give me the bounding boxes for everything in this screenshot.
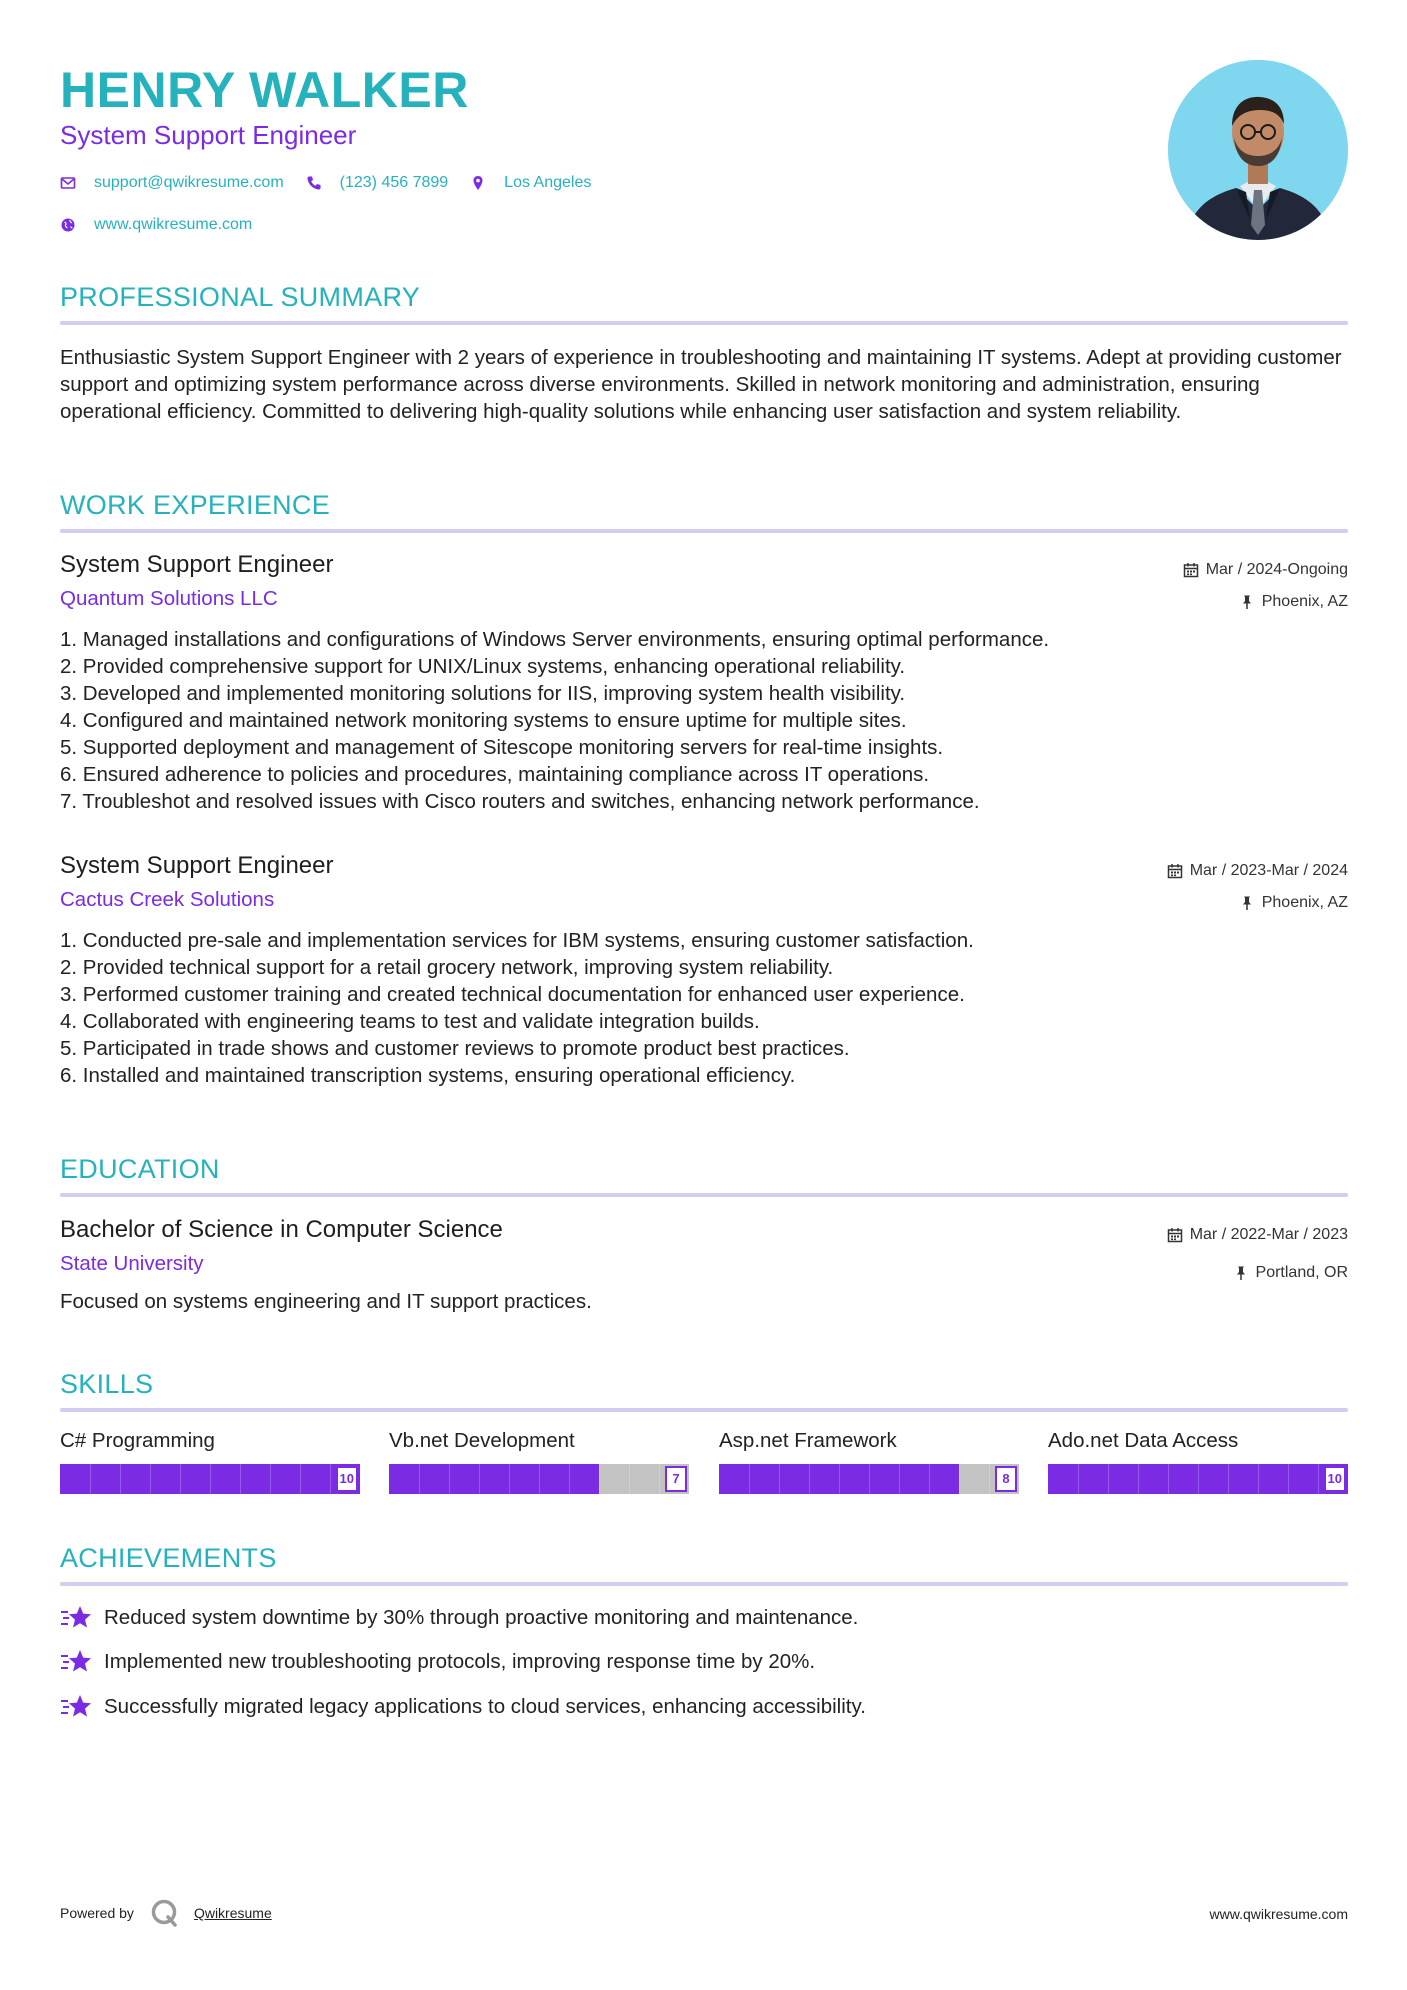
experience-heading: WORK EXPERIENCE <box>60 490 331 520</box>
section-divider <box>60 321 1348 325</box>
calendar-icon <box>1183 562 1199 578</box>
skill-bar-segment-divider <box>270 1464 271 1494</box>
contact-row-2 <box>60 216 274 234</box>
skill-level-fill <box>389 1464 599 1494</box>
star-icon <box>60 1648 92 1676</box>
qwikresume-logo-icon <box>150 1898 180 1928</box>
skill-level-bar <box>60 1464 360 1494</box>
skill-bar-segment-divider <box>599 1464 600 1494</box>
footer-website-link[interactable]: www.qwikresume.com <box>1209 1906 1348 1922</box>
skill-bar-segment-divider <box>419 1464 420 1494</box>
powered-by-label: Powered by <box>60 1905 134 1921</box>
email-link[interactable]: support@qwikresume.com <box>94 174 284 191</box>
skill-bar-segment-divider <box>929 1464 930 1494</box>
pushpin-icon <box>1239 594 1255 610</box>
skill-name: Asp.net Framework <box>719 1429 897 1452</box>
skill-name: Vb.net Development <box>389 1429 575 1452</box>
education-location-text: Portland, OR <box>1255 1264 1348 1281</box>
education-location <box>1233 1263 1348 1283</box>
skill-bar-segment-divider <box>959 1464 960 1494</box>
summary-heading: PROFESSIONAL SUMMARY <box>60 282 421 312</box>
website-link[interactable]: www.qwikresume.com <box>94 216 253 233</box>
job-bullet-list <box>60 626 1049 815</box>
achievement-item <box>60 1604 858 1632</box>
star-icon <box>60 1604 92 1632</box>
achievements-heading: ACHIEVEMENTS <box>60 1543 277 1573</box>
skill-bar-segment-divider <box>120 1464 121 1494</box>
company-name: Quantum Solutions LLC <box>60 587 278 610</box>
skills-heading: SKILLS <box>60 1369 154 1399</box>
skill-bar-segment-divider <box>90 1464 91 1494</box>
calendar-icon <box>1167 863 1183 879</box>
profile-photo <box>1168 60 1348 240</box>
job-bullet: 6. Ensured adherence to policies and procedures, maintaining compliance across IT operations. <box>60 763 930 786</box>
job-entry <box>60 851 1348 1096</box>
skill-bar-segment-divider <box>479 1464 480 1494</box>
calendar-icon <box>1167 1227 1183 1243</box>
skill-bar-segment-divider <box>330 1464 331 1494</box>
job-entry <box>60 550 1348 820</box>
job-dates <box>1167 861 1348 881</box>
education-dates <box>1167 1225 1348 1245</box>
location-pin-icon <box>470 175 486 191</box>
qwikresume-link[interactable]: Qwikresume <box>193 1905 272 1921</box>
footer-powered-by <box>60 1898 272 1928</box>
skill-bar-segment-divider <box>629 1464 630 1494</box>
skill-bar-segment-divider <box>210 1464 211 1494</box>
pushpin-icon <box>1239 895 1255 911</box>
section-divider <box>60 1582 1348 1586</box>
skill-bar-segment-divider <box>1168 1464 1169 1494</box>
skill-bar-segment-divider <box>899 1464 900 1494</box>
job-dates <box>1183 560 1348 580</box>
job-title: System Support Engineer <box>60 852 334 879</box>
job-bullet: 5. Supported deployment and management of Sitescope monitoring servers for real-time insights. <box>60 736 944 759</box>
achievement-item <box>60 1693 866 1721</box>
skill-bar-segment-divider <box>300 1464 301 1494</box>
job-location <box>1239 893 1348 913</box>
skill-bar-segment-divider <box>150 1464 151 1494</box>
globe-icon <box>60 217 76 233</box>
job-title: System Support Engineer <box>60 551 334 578</box>
skill-bar-segment-divider <box>839 1464 840 1494</box>
skill-name: C# Programming <box>60 1429 215 1452</box>
skill-level-badge: 10 <box>1324 1466 1346 1492</box>
education-entry <box>60 1215 1348 1325</box>
achievement-text: Reduced system downtime by 30% through proactive monitoring and maintenance. <box>104 1606 859 1629</box>
skill-bar-segment-divider <box>779 1464 780 1494</box>
achievement-text: Implemented new troubleshooting protocols, improving response time by 20%. <box>104 1650 816 1673</box>
job-bullet: 2. Provided comprehensive support for UNIX/Linux systems, enhancing operational reliability. <box>60 655 906 678</box>
location-text: Los Angeles <box>504 174 592 191</box>
candidate-title: System Support Engineer <box>60 120 357 150</box>
candidate-name: HENRY WALKER <box>60 62 469 118</box>
mail-icon <box>60 175 76 191</box>
education-dates-text: Mar / 2022-Mar / 2023 <box>1189 1226 1348 1243</box>
job-location-text: Phoenix, AZ <box>1261 593 1348 610</box>
skill-level-badge: 8 <box>995 1466 1017 1492</box>
section-divider <box>60 1408 1348 1412</box>
skill-level-bar <box>1048 1464 1348 1494</box>
skill-bar-segment-divider <box>539 1464 540 1494</box>
skill-bar-segment-divider <box>180 1464 181 1494</box>
job-location-text: Phoenix, AZ <box>1261 894 1348 911</box>
skill-level-badge: 10 <box>336 1466 358 1492</box>
achievement-item <box>60 1648 815 1676</box>
job-bullet: 4. Collaborated with engineering teams to test and validate integration builds. <box>60 1010 760 1033</box>
skill-level-bar <box>389 1464 689 1494</box>
skill-bar-segment-divider <box>509 1464 510 1494</box>
job-bullet: 5. Participated in trade shows and customer reviews to promote product best practices. <box>60 1037 850 1060</box>
section-divider <box>60 1193 1348 1197</box>
skill-bar-segment-divider <box>240 1464 241 1494</box>
star-icon <box>60 1693 92 1721</box>
job-dates-text: Mar / 2024-Ongoing <box>1205 561 1348 578</box>
degree-title: Bachelor of Science in Computer Science <box>60 1216 503 1243</box>
job-bullet: 3. Performed customer training and created technical documentation for enhanced user experience. <box>60 983 965 1006</box>
skill-level-bar <box>719 1464 1019 1494</box>
skill-bar-segment-divider <box>449 1464 450 1494</box>
education-description: Focused on systems engineering and IT support practices. <box>60 1290 592 1313</box>
job-bullet: 1. Conducted pre-sale and implementation services for IBM systems, ensuring customer satisfaction. <box>60 929 974 952</box>
skill-bar-segment-divider <box>1198 1464 1199 1494</box>
skill-bar-segment-divider <box>1138 1464 1139 1494</box>
job-dates-text: Mar / 2023-Mar / 2024 <box>1189 862 1348 879</box>
job-bullet: 7. Troubleshot and resolved issues with Cisco routers and switches, enhancing network performance. <box>60 790 980 813</box>
job-bullet: 3. Developed and implemented monitoring solutions for IIS, improving system health visibility. <box>60 682 906 705</box>
skill-bar-segment-divider <box>809 1464 810 1494</box>
skill-level-badge: 7 <box>665 1466 687 1492</box>
skill-bar-segment-divider <box>749 1464 750 1494</box>
skill-bar-segment-divider <box>989 1464 990 1494</box>
phone-link[interactable]: (123) 456 7899 <box>339 174 449 191</box>
job-bullet: 1. Managed installations and configurations of Windows Server environments, ensuring optimal performance. <box>60 628 1050 651</box>
job-bullet: 4. Configured and maintained network monitoring systems to ensure uptime for multiple sites. <box>60 709 907 732</box>
skill-item <box>1048 1428 1348 1494</box>
summary-text: Enthusiastic System Support Engineer with 2 years of experience in troubleshooting and maintaining IT systems. Adept at providing customer support and optimizing system performance across diverse environments. Skilled in network monitoring and administration, ensuring operational efficiency. Committed to delivering high-quality solutions while enhancing user satisfaction and system reliability. <box>60 346 1342 423</box>
skill-bar-segment-divider <box>1228 1464 1229 1494</box>
skill-item <box>389 1428 689 1494</box>
skill-bar-segment-divider <box>1318 1464 1319 1494</box>
skill-bar-segment-divider <box>569 1464 570 1494</box>
education-heading: EDUCATION <box>60 1154 220 1184</box>
phone-icon <box>306 175 322 191</box>
skill-item <box>719 1428 1019 1494</box>
pushpin-icon <box>1233 1265 1249 1281</box>
job-bullet: 2. Provided technical support for a retail grocery network, improving system reliability. <box>60 956 834 979</box>
company-name: Cactus Creek Solutions <box>60 888 275 911</box>
skill-bar-segment-divider <box>659 1464 660 1494</box>
skill-bar-segment-divider <box>1288 1464 1289 1494</box>
skill-bar-segment-divider <box>1078 1464 1079 1494</box>
job-bullet: 6. Installed and maintained transcription systems, ensuring operational efficiency. <box>60 1064 796 1087</box>
skill-item <box>60 1428 360 1494</box>
achievement-text: Successfully migrated legacy applications to cloud services, enhancing accessibility. <box>104 1695 866 1718</box>
skill-bar-segment-divider <box>1108 1464 1109 1494</box>
school-name: State University <box>60 1252 204 1275</box>
skill-bar-segment-divider <box>869 1464 870 1494</box>
contact-row-1 <box>60 174 613 192</box>
section-divider <box>60 529 1348 533</box>
skill-bar-segment-divider <box>1258 1464 1259 1494</box>
job-location <box>1239 592 1348 612</box>
skill-name: Ado.net Data Access <box>1048 1429 1239 1452</box>
job-bullet-list <box>60 927 974 1089</box>
